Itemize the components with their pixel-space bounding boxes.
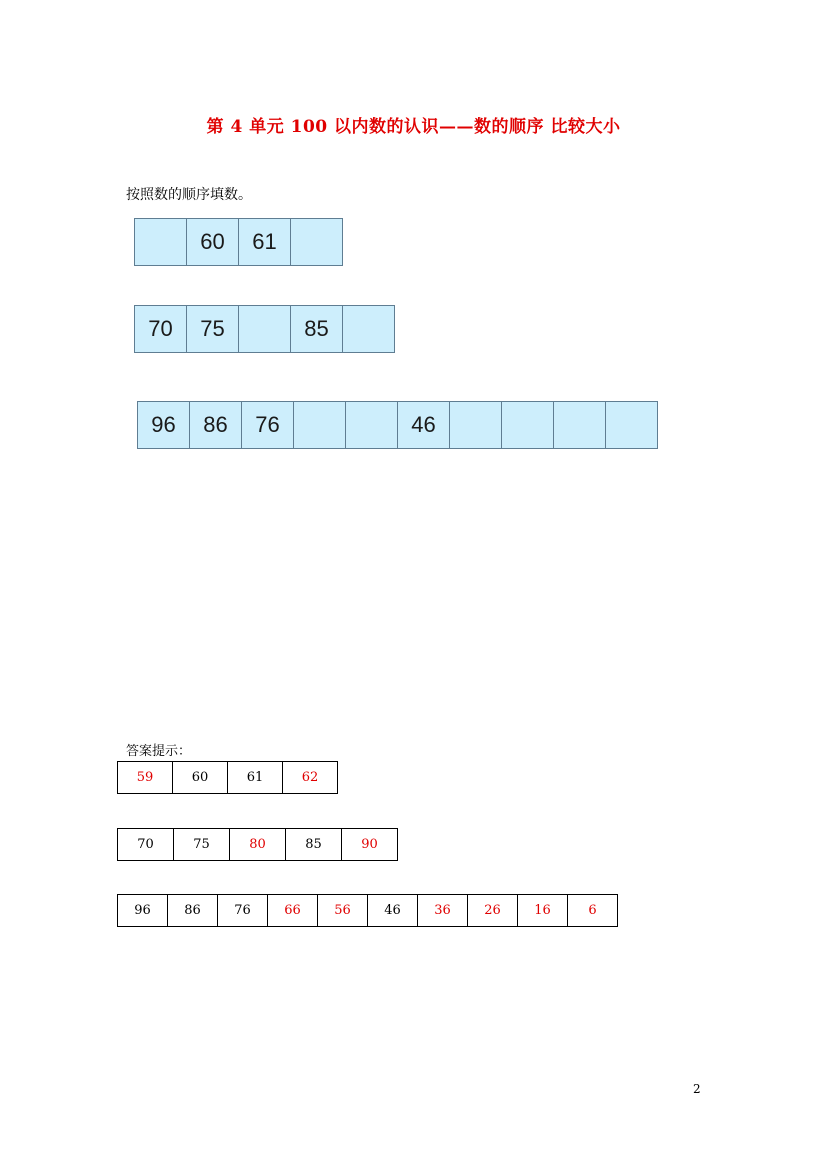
question-row-2 xyxy=(134,305,395,353)
blank-box[interactable] xyxy=(501,401,554,449)
answer-cell-filled: 26 xyxy=(467,894,518,927)
blank-box[interactable] xyxy=(345,401,398,449)
answer-cell-filled: 62 xyxy=(282,761,338,794)
number-box: 46 xyxy=(397,401,450,449)
answer-row-3 xyxy=(117,894,618,927)
number-box: 60 xyxy=(186,218,239,266)
page-title: 第 4 单元 100 以内数的认识——数的顺序 比较大小 xyxy=(206,117,621,137)
answer-cell-filled: 59 xyxy=(117,761,173,794)
blank-box[interactable] xyxy=(553,401,606,449)
blank-box[interactable] xyxy=(238,305,291,353)
instruction-text: 按照数的顺序填数。 xyxy=(126,187,252,203)
answer-cell: 76 xyxy=(217,894,268,927)
number-box: 85 xyxy=(290,305,343,353)
answer-cell-filled: 66 xyxy=(267,894,318,927)
answer-cell: 75 xyxy=(173,828,230,861)
answer-cell-filled: 90 xyxy=(341,828,398,861)
blank-box[interactable] xyxy=(449,401,502,449)
number-box: 76 xyxy=(241,401,294,449)
number-box: 75 xyxy=(186,305,239,353)
answer-cell: 86 xyxy=(167,894,218,927)
blank-box[interactable] xyxy=(605,401,658,449)
answer-cell: 70 xyxy=(117,828,174,861)
answer-label: 答案提示： xyxy=(126,744,192,759)
number-box: 96 xyxy=(137,401,190,449)
blank-box[interactable] xyxy=(293,401,346,449)
page-number: 2 xyxy=(693,1082,701,1096)
answer-cell: 46 xyxy=(367,894,418,927)
question-row-1 xyxy=(134,218,343,266)
answer-row-2 xyxy=(117,828,398,861)
answer-cell: 85 xyxy=(285,828,342,861)
blank-box[interactable] xyxy=(290,218,343,266)
answer-cell-filled: 80 xyxy=(229,828,286,861)
blank-box[interactable] xyxy=(134,218,187,266)
answer-cell: 60 xyxy=(172,761,228,794)
answer-cell-filled: 36 xyxy=(417,894,468,927)
answer-cell-filled: 6 xyxy=(567,894,618,927)
answer-cell: 61 xyxy=(227,761,283,794)
blank-box[interactable] xyxy=(342,305,395,353)
number-box: 86 xyxy=(189,401,242,449)
answer-cell-filled: 16 xyxy=(517,894,568,927)
answer-row-1 xyxy=(117,761,338,794)
answer-cell-filled: 56 xyxy=(317,894,368,927)
question-row-3 xyxy=(137,401,658,449)
number-box: 70 xyxy=(134,305,187,353)
answer-cell: 96 xyxy=(117,894,168,927)
number-box: 61 xyxy=(238,218,291,266)
